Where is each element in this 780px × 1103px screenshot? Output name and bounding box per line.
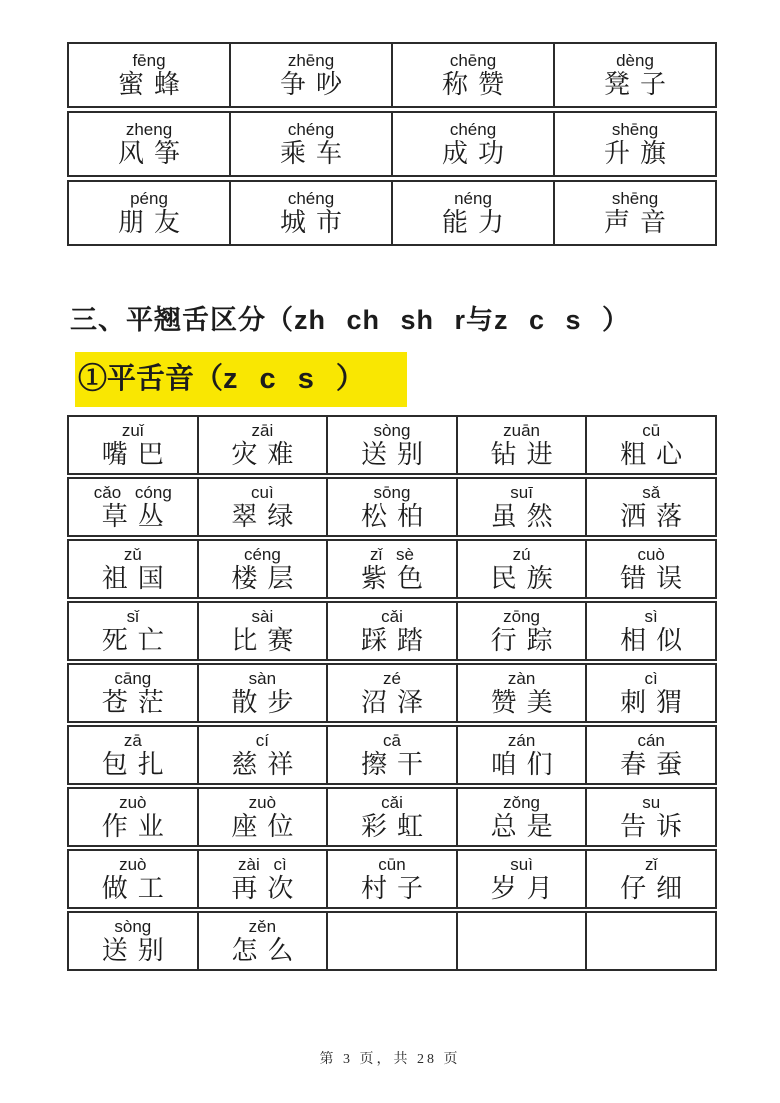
hanzi-text: 祖国 — [101, 563, 174, 594]
pinyin-text: suì — [510, 854, 533, 874]
table-cell — [69, 789, 197, 845]
table-cell — [326, 851, 456, 907]
pinyin-text: péng — [130, 188, 168, 208]
hanzi-text: 慈祥 — [231, 749, 304, 780]
table-cell — [553, 44, 715, 106]
pinyin-text: zǐ sè — [370, 544, 414, 564]
hanzi-text: 错误 — [620, 563, 693, 594]
pinyin-text: cū — [642, 420, 661, 440]
pinyin-text: cūn — [378, 854, 406, 874]
section-heading: 三、平翘舌区分（zh ch sh r与z c s ） — [70, 305, 631, 335]
table-cell — [456, 603, 586, 659]
hanzi-text: 送别 — [101, 935, 174, 966]
hanzi-text: 死亡 — [101, 625, 174, 656]
pinyin-text: sàn — [248, 668, 277, 688]
table-row — [67, 477, 717, 537]
table-cell — [326, 541, 456, 597]
pinyin-text: cuò — [637, 544, 665, 564]
hanzi-text: 城市 — [279, 207, 352, 238]
hanzi-text: 做工 — [101, 873, 174, 904]
table-cell — [553, 113, 715, 175]
table-row — [67, 539, 717, 599]
pinyin-text: cāng — [114, 668, 152, 688]
table-row — [67, 42, 717, 108]
table-cell — [585, 417, 715, 473]
table-cell — [197, 479, 327, 535]
table-cell — [69, 44, 229, 106]
hanzi-text: 翠绿 — [231, 501, 304, 532]
page-number: 第 3 页，共 28 页 — [319, 1052, 461, 1067]
table-cell — [197, 789, 327, 845]
hanzi-text: 朋友 — [117, 207, 190, 238]
pinyin-text: zàn — [507, 668, 536, 688]
hanzi-text: 刺猬 — [620, 687, 693, 718]
table-cell — [585, 727, 715, 783]
pinyin-text: zuò — [119, 854, 147, 874]
pinyin-text: zé — [383, 668, 401, 688]
hanzi-text: 踩踏 — [360, 625, 433, 656]
table-cell — [69, 479, 197, 535]
pinyin-text: zuān — [503, 420, 541, 440]
table-cell — [69, 913, 197, 969]
table-cell — [456, 417, 586, 473]
table-cell — [585, 665, 715, 721]
hanzi-text: 蜜蜂 — [117, 69, 190, 100]
table-cell — [391, 113, 553, 175]
table-cell — [326, 603, 456, 659]
table-row — [67, 911, 717, 971]
table-cell — [585, 479, 715, 535]
hanzi-text: 村子 — [360, 873, 433, 904]
hanzi-text: 岁月 — [490, 873, 563, 904]
table-cell — [391, 44, 553, 106]
table-cell — [229, 113, 391, 175]
pinyin-text: chéng — [287, 119, 335, 139]
hanzi-text: 行踪 — [490, 625, 563, 656]
pinyin-text: néng — [454, 188, 492, 208]
hanzi-text: 再次 — [231, 873, 304, 904]
table-row — [67, 180, 717, 246]
hanzi-text: 草丛 — [101, 501, 174, 532]
table-row — [67, 787, 717, 847]
pinyin-text: cì — [644, 668, 658, 688]
hanzi-text: 相似 — [620, 625, 693, 656]
hanzi-text: 送别 — [360, 439, 433, 470]
pinyin-text: cuì — [251, 482, 274, 502]
table-cell — [69, 851, 197, 907]
hanzi-text: 成功 — [441, 138, 514, 169]
pinyin-table-top — [67, 42, 717, 246]
pinyin-table-zcs — [67, 415, 717, 971]
hanzi-text: 总是 — [490, 811, 563, 842]
table-cell — [326, 417, 456, 473]
table-cell — [197, 603, 327, 659]
table-row — [67, 415, 717, 475]
pinyin-text: zài cì — [238, 854, 287, 874]
pinyin-text: shēng — [611, 119, 659, 139]
table-cell — [69, 182, 229, 244]
hanzi-text: 擦干 — [360, 749, 433, 780]
pinyin-text: zuò — [248, 792, 277, 812]
table-cell — [197, 541, 327, 597]
pinyin-text: zǒng — [503, 792, 541, 812]
table-cell — [197, 851, 327, 907]
table-cell — [69, 541, 197, 597]
hanzi-text: 告诉 — [620, 811, 693, 842]
pinyin-text: sǎ — [642, 482, 661, 502]
pinyin-text: zán — [507, 730, 536, 750]
hanzi-text: 包扎 — [101, 749, 174, 780]
pinyin-text: céng — [243, 544, 281, 564]
hanzi-text: 能力 — [441, 207, 514, 238]
hanzi-text: 风筝 — [117, 138, 190, 169]
pinyin-text: zheng — [125, 119, 173, 139]
table-cell — [585, 851, 715, 907]
hanzi-text: 咱们 — [490, 749, 563, 780]
table-cell — [229, 182, 391, 244]
hanzi-text: 散步 — [231, 687, 304, 718]
table-cell — [553, 182, 715, 244]
hanzi-text: 声音 — [603, 207, 676, 238]
subsection-heading — [75, 352, 407, 407]
pinyin-text: chéng — [287, 188, 335, 208]
pinyin-text: zěn — [248, 916, 277, 936]
hanzi-text: 争吵 — [279, 69, 352, 100]
hanzi-text: 升旗 — [603, 138, 676, 169]
hanzi-text: 春蚕 — [620, 749, 693, 780]
pinyin-text: cǎi — [381, 606, 403, 626]
hanzi-text: 洒落 — [620, 501, 693, 532]
table-cell — [69, 603, 197, 659]
table-cell — [456, 851, 586, 907]
table-cell — [197, 913, 327, 969]
pinyin-text: zāi — [251, 420, 274, 440]
pinyin-text: suī — [510, 482, 533, 502]
table-cell — [456, 665, 586, 721]
pinyin-text: cán — [637, 730, 665, 750]
table-cell — [69, 727, 197, 783]
hanzi-text: 粗心 — [620, 439, 693, 470]
pinyin-text: shēng — [611, 188, 659, 208]
table-cell — [326, 789, 456, 845]
table-cell — [456, 479, 586, 535]
table-cell — [197, 665, 327, 721]
hanzi-text: 凳子 — [603, 69, 676, 100]
table-cell — [326, 479, 456, 535]
table-cell — [326, 665, 456, 721]
table-cell — [69, 665, 197, 721]
table-cell — [69, 113, 229, 175]
table-cell — [585, 541, 715, 597]
table-cell — [229, 44, 391, 106]
hanzi-text: 楼层 — [231, 563, 304, 594]
pinyin-text: sōng — [373, 482, 411, 502]
pinyin-text: dèng — [616, 50, 654, 70]
table-cell — [585, 789, 715, 845]
hanzi-text: 比赛 — [231, 625, 304, 656]
subsection-heading-highlight: ①平舌音（z c s ） — [75, 352, 407, 407]
hanzi-text: 紫色 — [360, 563, 433, 594]
pinyin-text: sǐ — [126, 606, 139, 626]
table-cell — [69, 417, 197, 473]
pinyin-text: zú — [512, 544, 531, 564]
hanzi-text: 称赞 — [441, 69, 514, 100]
table-row — [67, 601, 717, 661]
pinyin-text: cā — [383, 730, 401, 750]
hanzi-text: 彩虹 — [360, 811, 433, 842]
table-row — [67, 725, 717, 785]
pinyin-text: chéng — [449, 119, 497, 139]
pinyin-text: zǐ — [645, 854, 658, 874]
hanzi-text: 怎么 — [231, 935, 304, 966]
table-row — [67, 663, 717, 723]
hanzi-text: 虽然 — [490, 501, 563, 532]
table-cell — [456, 789, 586, 845]
table-cell — [326, 913, 456, 969]
pinyin-text: zuò — [119, 792, 147, 812]
hanzi-text: 民族 — [490, 563, 563, 594]
table-cell — [197, 417, 327, 473]
hanzi-text: 赞美 — [490, 687, 563, 718]
hanzi-text: 座位 — [231, 811, 304, 842]
hanzi-text: 苍茫 — [101, 687, 174, 718]
table-cell — [326, 727, 456, 783]
pinyin-text: sài — [251, 606, 274, 626]
table-cell — [456, 727, 586, 783]
pinyin-text: zuǐ — [121, 420, 144, 440]
hanzi-text: 沼泽 — [360, 687, 433, 718]
table-cell — [456, 541, 586, 597]
hanzi-text: 仔细 — [620, 873, 693, 904]
table-cell — [197, 727, 327, 783]
table-row — [67, 111, 717, 177]
hanzi-text: 灾难 — [231, 439, 304, 470]
table-cell — [391, 182, 553, 244]
table-row — [67, 849, 717, 909]
pinyin-text: zā — [123, 730, 142, 750]
pinyin-text: fēng — [132, 50, 166, 70]
pinyin-text: zōng — [503, 606, 541, 626]
hanzi-text: 作业 — [101, 811, 174, 842]
hanzi-text: 松柏 — [360, 501, 433, 532]
table-cell — [585, 603, 715, 659]
pinyin-text: sì — [644, 606, 658, 626]
table-cell — [456, 913, 586, 969]
table-cell — [585, 913, 715, 969]
pinyin-text: sòng — [373, 420, 411, 440]
pinyin-text: su — [642, 792, 661, 812]
hanzi-text: 钻进 — [490, 439, 563, 470]
pinyin-text: zǔ — [123, 544, 142, 564]
pinyin-text: sòng — [114, 916, 152, 936]
hanzi-text: 乘车 — [279, 138, 352, 169]
pinyin-text: zhēng — [287, 50, 335, 70]
pinyin-text: chēng — [449, 50, 497, 70]
pinyin-text: cǎo cóng — [93, 482, 172, 502]
pinyin-text: cǎi — [381, 792, 403, 812]
hanzi-text: 嘴巴 — [101, 439, 174, 470]
pinyin-text: cí — [255, 730, 269, 750]
